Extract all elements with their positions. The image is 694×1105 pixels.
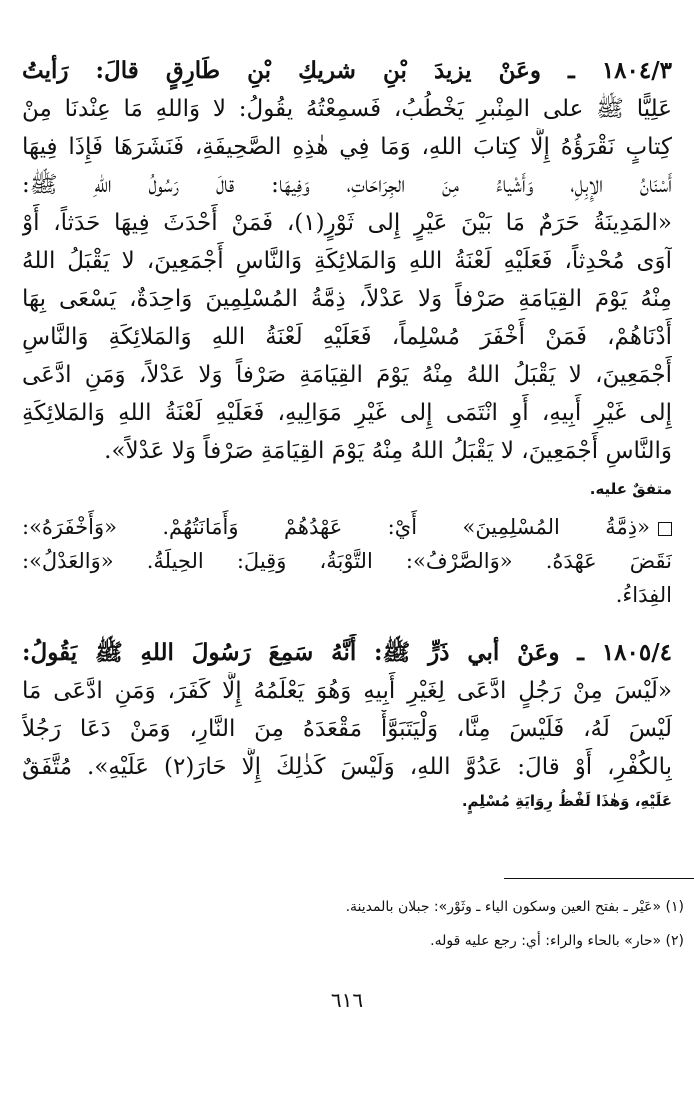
hadith-line: لَيْسَ لَهُ، فَلَيْسَ مِنَّا، وَلْيَتَبَوَّأْ مَقْعَدَهُ مِنَ النَّارِ، وَمَنْ دَعَا رَجُلاً: [22, 716, 672, 742]
hadith-line: «المَدِينَةُ حَرَمٌ مَا بَيْنَ عَيْرٍ إِلى ثَوْرٍ(١)، فَمَنْ أَحْدَثَ فِيهَا حَدَثاً، أَوْ: [22, 210, 672, 236]
hadith-1804: [22, 52, 672, 504]
footnotes: [0, 890, 684, 958]
hadith-line: مِنْهُ يَوْمَ القِيَامَةِ صَرْفاً وَلا عَدْلاً، ذِمَّةُ المُسْلِمِينَ وَاحِدَةٌ، يَسْعَى بِهَا: [22, 286, 672, 312]
note-line: [22, 510, 672, 544]
note-text: «ذِمَّةُ المُسْلِمِينَ» أَيْ: عَهْدُهُمْ وَأَمَانَتُهُمْ. «وَأَخْفَرَهُ»:: [22, 515, 650, 539]
square-bullet-icon: [658, 522, 672, 536]
hadith-source: عَلَيْهِ، وَهٰذَا لَفْظُ رِوَايَةِ مُسْلِمٍ.: [461, 792, 672, 810]
note-line: الفِدَاءُ.: [615, 583, 672, 607]
footnote-divider: [504, 878, 694, 879]
hadith-line: ١٨٠٥/٤ ـ وعَنْ أبي ذَرٍّ ﷺ: أَنَّهُ سَمِعَ رَسُولَ اللهِ ﷺ يَقُولُ:: [22, 639, 672, 666]
hadith-line: كِتابٍ نَقْرَؤُهُ إِلَّا كِتابَ اللهِ، وَمَا فِي هٰذِهِ الصَّحِيفَةِ، فَنَشَرَهَا فَإِذَا فِيهَا: [22, 134, 672, 160]
footnote-1: (١) «عَيْر ـ بفتح العين وسكون الياء ـ وثَوْر»: جبلان بالمدينة.: [345, 899, 684, 915]
hadith-line: أَسْنَانُ الإِبِلِ، وَأَشْياءُ مِنَ الجِرَاحَاتِ، وَفِيهَا: قالَ رَسُولُ اللهِ ﷺ:: [22, 172, 672, 198]
hadith-line: أَجْمَعِينَ، لا يَقْبَلُ اللهُ مِنْهُ يَوْمَ القِيَامَةِ صَرْفاً وَلا عَدْلاً، وَمَنِ ادَّعَى: [22, 362, 672, 388]
hadith-line: أَدْنَاهُمْ، فَمَنْ أَخْفَرَ مُسْلِماً، فَعَلَيْهِ لَعْنَةُ اللهِ وَالمَلائِكَةِ وَالنَّاسِ: [22, 324, 672, 350]
hadith-line: وَالنَّاسِ أَجْمَعِينَ، لا يَقْبَلُ اللهُ مِنْهُ يَوْمَ القِيَامَةِ صَرْفاً وَلا عَدْلاً».: [104, 438, 672, 464]
explanation-note: [22, 510, 672, 612]
footnote-2: (٢) «حار» بالحاء والراء: أي: رجع عليه قوله.: [430, 933, 684, 949]
hadith-source: متفقٌ عليه.: [589, 480, 672, 498]
hadith-line: عَلِيًّا ﷺ على المِنْبرِ يَخْطُبُ، فَسمِعْتُهُ يقُولُ: لا وَاللهِ مَا عِنْدنَا مِنْ: [22, 96, 672, 122]
hadith-line: آوَى مُحْدِثاً، فَعَلَيْهِ لَعْنَةُ اللهِ وَالمَلائِكَةِ وَالنَّاسِ أَجْمَعِينَ، لا يَقْبَلُ اللهُ: [22, 248, 672, 274]
page-number: ٦١٦: [330, 988, 364, 1012]
hadith-line: ١٨٠٤/٣ ـ وعَنْ يزيدَ بْنِ شريكِ بْنِ طَارِقٍ قالَ: رَأيتُ: [22, 57, 672, 84]
hadith-line: بِالكُفْرِ، أَوْ قالَ: عَدُوَّ اللهِ، وَلَيْسَ كَذٰلِكَ إِلَّا حَارَ(٢) عَلَيْهِ». مُتَّفَقٌ: [22, 754, 672, 780]
note-line: نَقَضَ عَهْدَهُ. «وَالصَّرْفُ»: التَّوْبَةُ، وَقِيلَ: الحِيلَةُ. «وَالعَدْلُ»:: [22, 549, 672, 573]
hadith-1805: [22, 634, 672, 816]
hadith-line: «لَيْسَ مِنْ رَجُلٍ ادَّعَى لِغَيْرِ أَبِيهِ وَهُوَ يَعْلَمُهُ إِلَّا كَفَرَ، وَمَنِ ادَّعَى مَا: [22, 678, 672, 704]
hadith-line: إِلى غَيْرِ أَبِيهِ، أَوِ انْتَمَى إِلى غَيْرِ مَوَالِيهِ، فَعَلَيْهِ لَعْنَةُ اللهِ وَالمَلائِكَةِ: [22, 400, 672, 426]
